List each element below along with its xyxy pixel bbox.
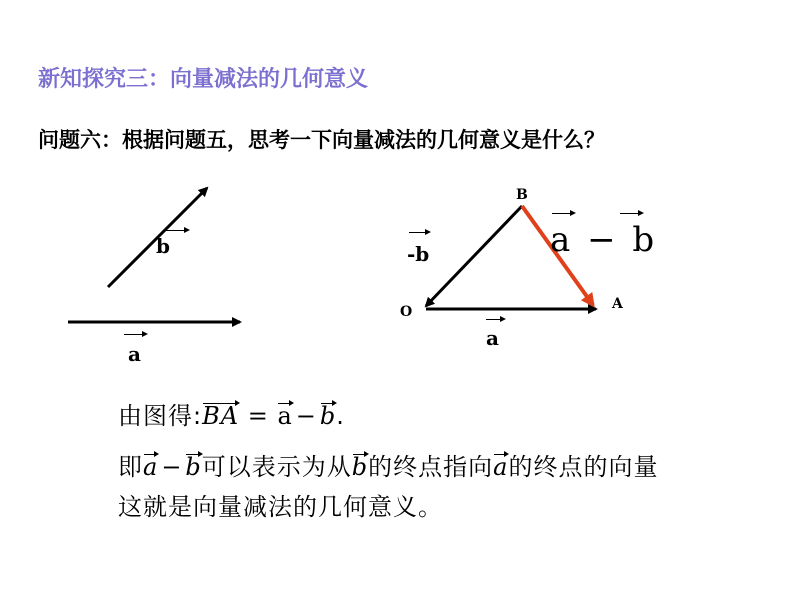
neg-b-arrow [426, 206, 522, 306]
triangle-a-label: a [486, 326, 499, 350]
left-vector-b-label: b [156, 234, 170, 258]
conclusion-line: 这就是向量减法的几何意义。 [118, 493, 443, 521]
difference-label: a − b [550, 220, 654, 260]
point-o-label: O [400, 304, 413, 320]
left-vector-a-label: a [128, 342, 141, 366]
meaning-line: 即a − b可以表示为从b的终点指向a的终点的向量 [118, 453, 659, 481]
derivation-line: 由图得:BA = a − b. [118, 402, 345, 430]
point-b-label: B [516, 187, 528, 203]
section-title: 新知探究三：向量减法的几何意义 [38, 67, 369, 92]
question-text: 问题六：根据问题五，思考一下向量减法的几何意义是什么？ [38, 128, 605, 152]
neg-b-label: -b [407, 242, 429, 266]
point-a-label: A [612, 296, 623, 312]
